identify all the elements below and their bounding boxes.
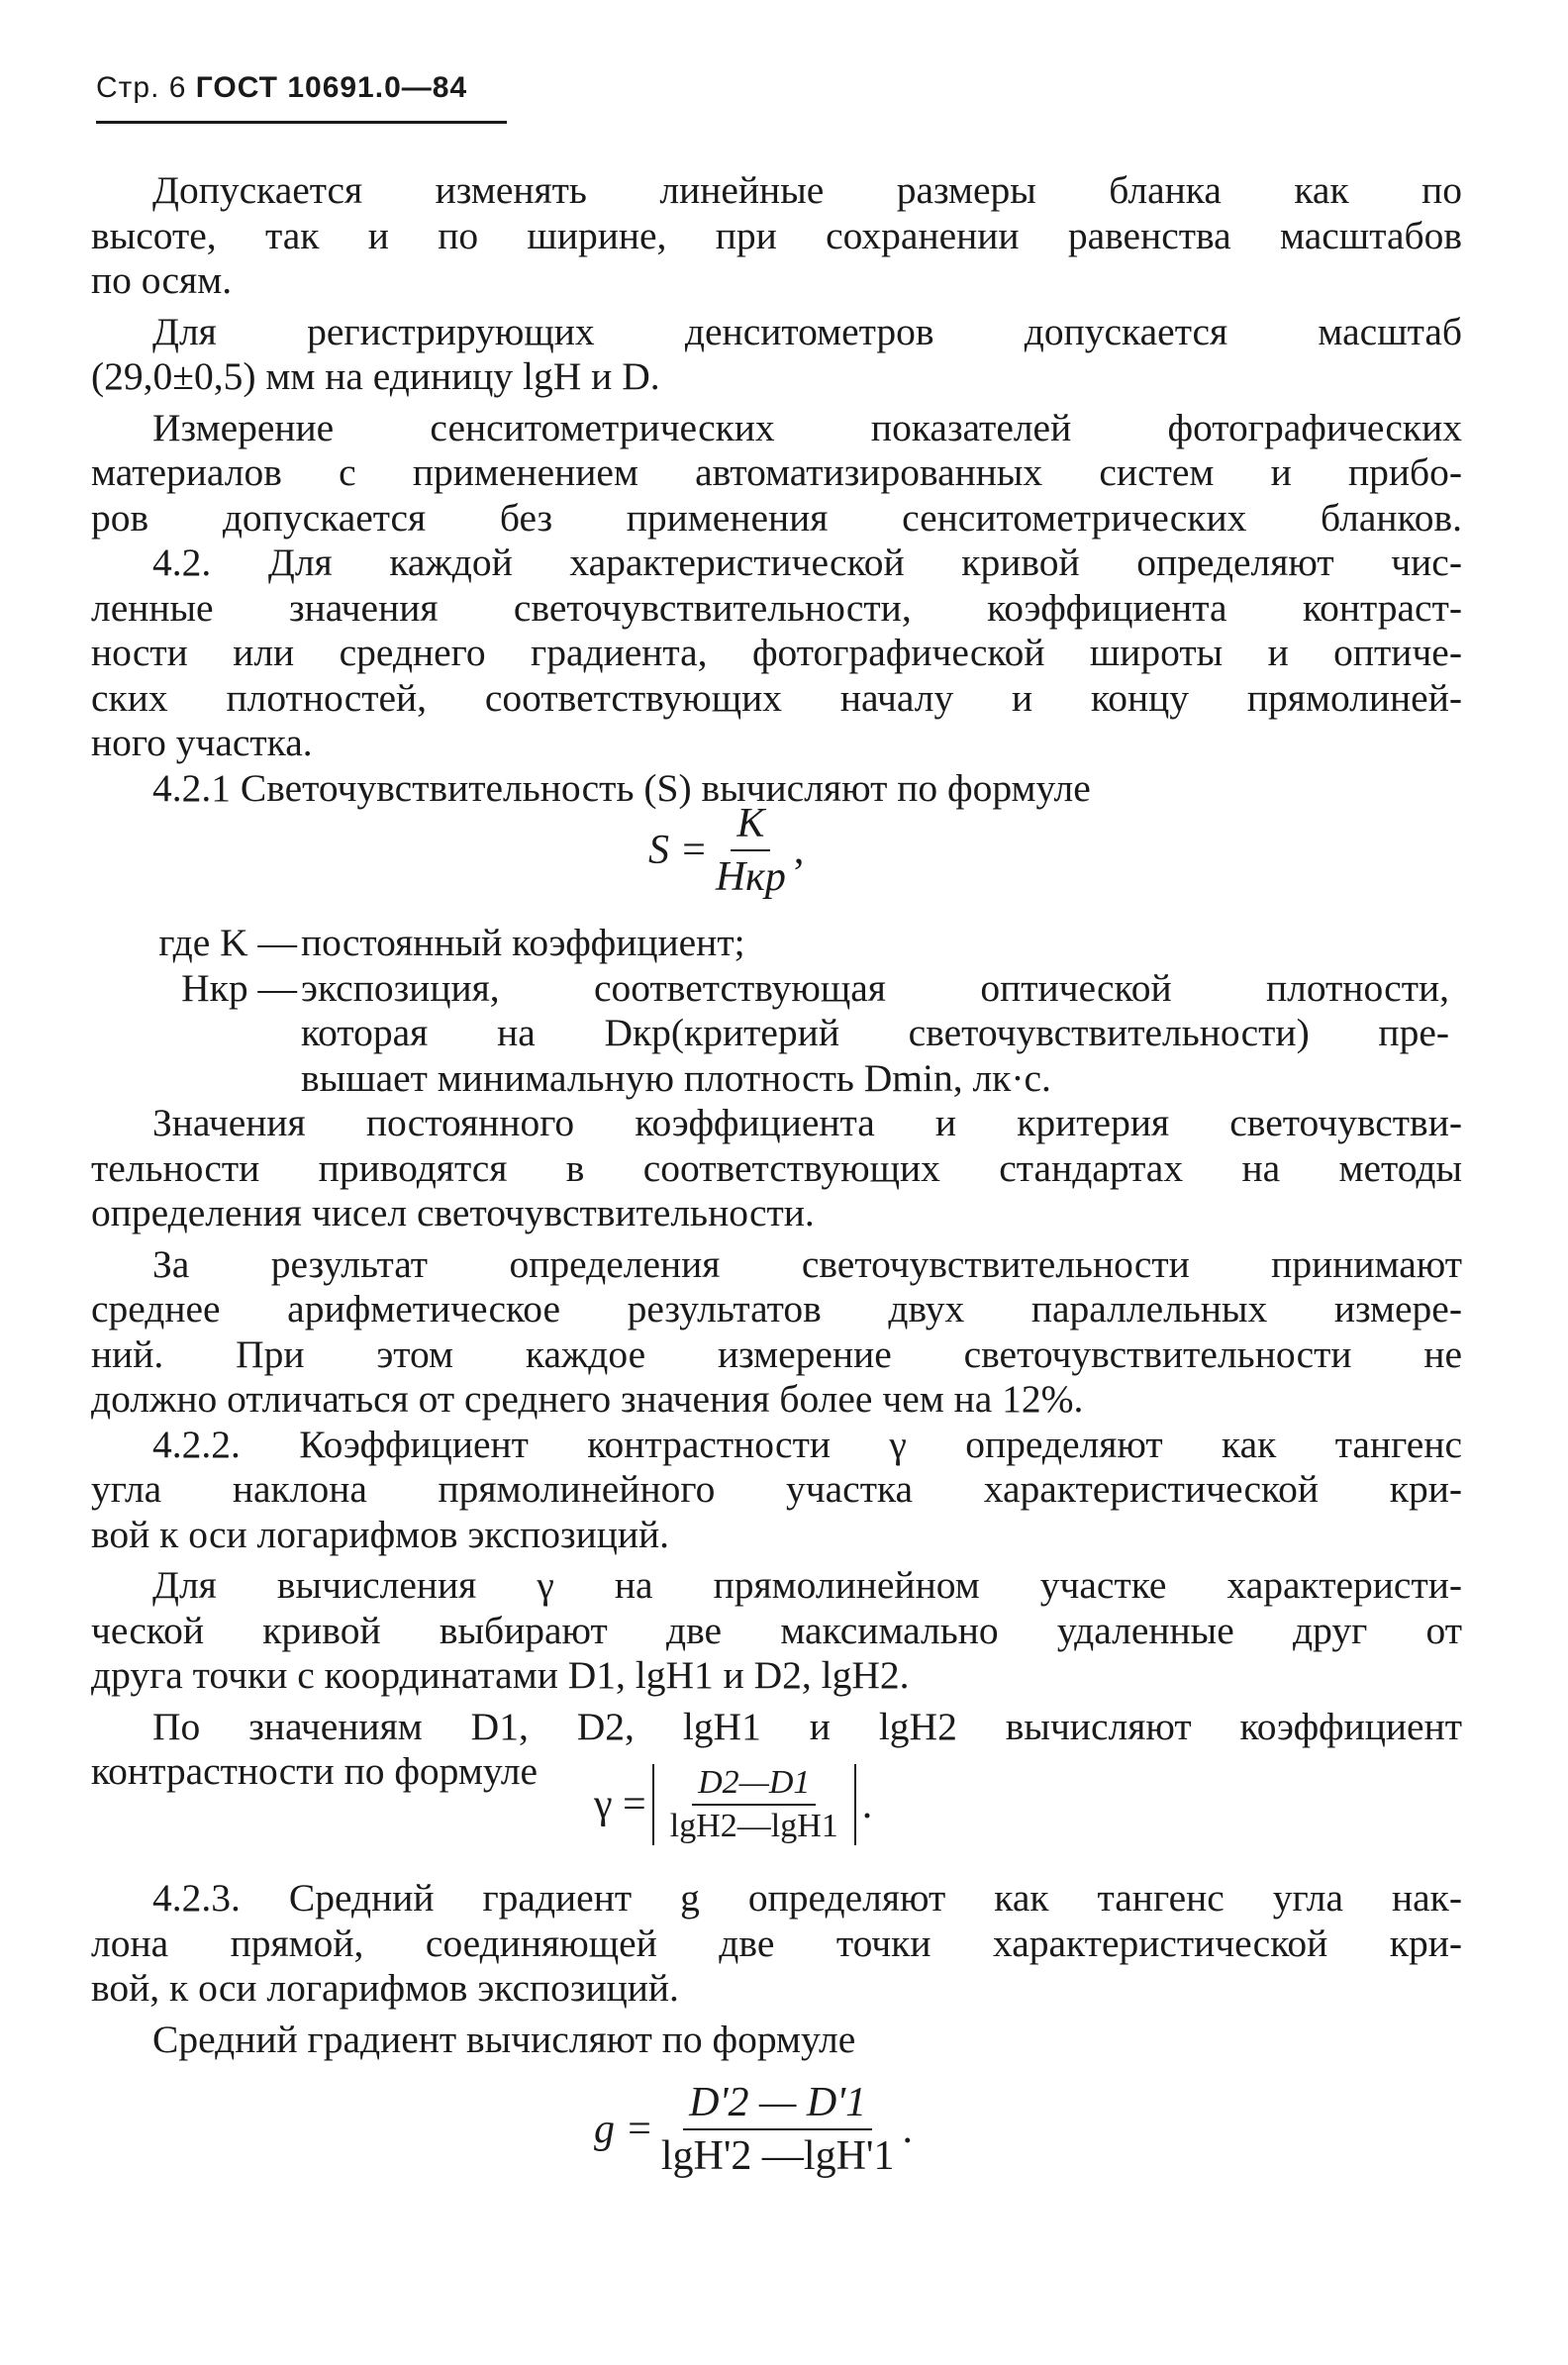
formula-sensitivity: [648, 800, 804, 901]
text-line: ности или среднего градиента, фотографической широты и оптиче-: [91, 631, 1462, 674]
text-line: высоте, так и по ширине, при сохранении равенства масштабов: [91, 213, 1462, 257]
numerator: D'2 — D'1: [683, 2079, 872, 2130]
text-line: угла наклона прямолинейного участка характеристической кри-: [91, 1467, 1462, 1511]
numerator: K: [731, 800, 770, 851]
header-rule: [96, 121, 507, 124]
page-header: [96, 71, 467, 105]
formula-lhs: γ =: [594, 1782, 646, 1827]
text-line: ний. При этом каждое измерение светочувствительности не: [91, 1331, 1462, 1376]
formula-punct: .: [861, 1782, 873, 1827]
fraction: [670, 1764, 838, 1845]
text-line: 4.2.3. Средний градиент g определяют как тангенс угла нак-: [152, 1876, 1462, 1920]
body-text-top: [91, 168, 1462, 811]
text-line: 4.2.1 Светочувствительность (S) вычисляют по формуле: [152, 765, 1091, 810]
text-line: контрастности по формуле: [91, 1749, 539, 1793]
numerator: D2—D1: [692, 1764, 816, 1806]
definitions: [109, 921, 1449, 1101]
paragraph-4-2-2: [91, 1423, 1462, 1558]
text-line: Для регистрирующих денситометров допускается масштаб: [152, 309, 1462, 353]
text-line: ного участка.: [91, 721, 313, 764]
denominator: lgH2—lgH1: [669, 1808, 838, 1844]
standard-number: ГОСТ 10691.0—84: [195, 71, 468, 104]
text-line: вой, к оси логарифмов экспозиций.: [91, 1966, 679, 2010]
text-line: Измерение сенситометрических показателей фотографических: [152, 405, 1462, 449]
text-line: вой к оси логарифмов экспозиций.: [91, 1512, 670, 1556]
definition-h: [109, 966, 1449, 1102]
formula-gradient: [594, 2079, 913, 2180]
fraction: [661, 2079, 895, 2180]
formula-lhs: g =: [594, 2107, 653, 2152]
text-line: Значения постоянного коэффициента и критерия светочувстви-: [152, 1101, 1462, 1144]
text-line: экспозиция, соответствующая оптической плотности,: [301, 965, 1449, 1010]
definition-body: [301, 966, 1449, 1102]
text-line: Средний градиент вычисляют по формуле: [152, 2017, 856, 2061]
text-line: 4.2.2. Коэффициент контрастности γ определяют как тангенс: [152, 1422, 1462, 1466]
paragraph-automation: [91, 406, 1462, 542]
text-line: По значениям D1, D2, lgH1 и lgH2 вычисляют коэффициент: [152, 1704, 1462, 1748]
text-line: ческой кривой выбирают две максимально удаленные друг от: [91, 1608, 1462, 1652]
denominator: lgH'2 —lgH'1: [660, 2133, 895, 2179]
text-line: ленные значения светочувствительности, коэффициента контраст-: [91, 585, 1462, 630]
text-line: вышает минимальную плотность Dmin, лк·с.: [301, 1055, 1051, 1100]
text-line: тельности приводятся в соответствующих стандартах на методы: [91, 1145, 1462, 1190]
formula-punct: ,: [793, 828, 805, 873]
page-number: Стр. 6: [96, 71, 187, 104]
denominator: Hкр: [715, 854, 786, 900]
body-text-bottom: [91, 1876, 1462, 2062]
paragraph-gradient-calc: [91, 2018, 1462, 2063]
absolute-value: [652, 1764, 856, 1845]
paragraph-4-2: [91, 541, 1462, 766]
text-line: (29,0±0,5) мм на единицу lgH и D.: [91, 354, 660, 398]
definition-term: где K —: [158, 921, 297, 964]
fraction: [716, 800, 786, 901]
text-line: лона прямой, соединяющей две точки характеристической кри-: [91, 1921, 1462, 1965]
paragraph-constants: [91, 1101, 1462, 1236]
formula-lhs: S =: [648, 828, 708, 873]
text-line: За результат определения светочувствительности принимают: [152, 1241, 1462, 1286]
definition-body: постоянный коэффициент;: [301, 921, 745, 964]
formula-gamma: [594, 1764, 872, 1845]
definition-k: [109, 921, 1449, 966]
paragraph-4-2-3: [91, 1876, 1462, 2012]
text-line: 4.2. Для каждой характеристической кривой определяют чис-: [152, 541, 1462, 584]
text-line: Допускается изменять линейные размеры бланка как по: [152, 168, 1462, 212]
text-line: должно отличаться от среднего значения более чем на 12%.: [91, 1377, 1084, 1421]
text-line: которая на Dкр(критерий светочувствительности) пре-: [301, 1011, 1449, 1054]
body-text-middle: [91, 1101, 1462, 1795]
formula-punct: .: [902, 2107, 913, 2152]
text-line: ских плотностей, соответствующих началу и концу прямолиней-: [91, 675, 1462, 720]
text-line: друга точки с координатами D1, lgH1 и D2, lgH2.: [91, 1653, 910, 1697]
text-line: материалов с применением автоматизированных систем и прибо-: [91, 450, 1462, 494]
definition-term: Hкр —: [181, 965, 297, 1010]
paragraph-gamma-points: [91, 1563, 1462, 1699]
text-line: Для вычисления γ на прямолинейном участке характеристи-: [152, 1563, 1462, 1607]
text-line: определения чисел светочувствительности.: [91, 1191, 815, 1234]
text-line: ров допускается без применения сенситометрических бланков.: [91, 495, 1462, 540]
paragraph-densitometers: [91, 310, 1462, 400]
text-line: по осям.: [91, 258, 233, 302]
paragraph-scale: [91, 168, 1462, 304]
text-line: среднее арифметическое результатов двух параллельных измере-: [91, 1287, 1462, 1330]
paragraph-result: [91, 1242, 1462, 1423]
